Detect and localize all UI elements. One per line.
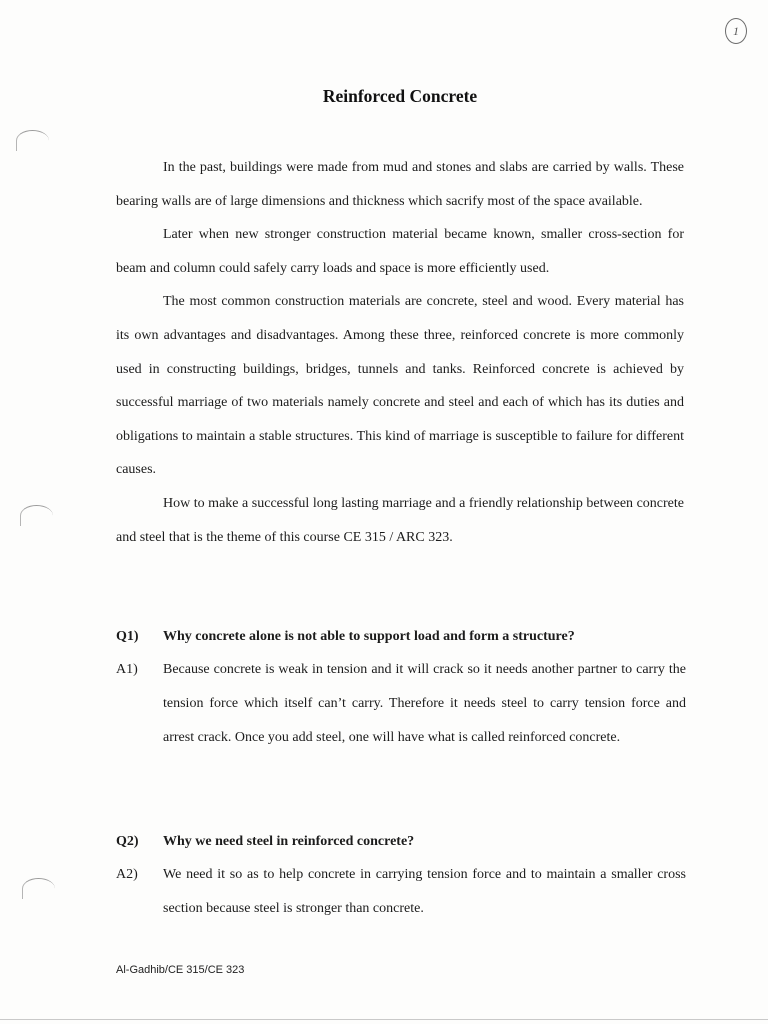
question-row — [116, 832, 686, 852]
answer-text: We need it so as to help concrete in carrying tension force and to maintain a smaller cross section because steel is stronger than concrete. — [163, 867, 686, 916]
scan-mark — [16, 130, 49, 151]
question-label: Q1) — [116, 629, 139, 644]
answer-row — [116, 858, 686, 926]
question-label: Q2) — [116, 834, 139, 849]
document-title: Reinforced Concrete — [322, 86, 478, 106]
answer-row — [116, 653, 686, 755]
page-number-mark: 1 — [725, 18, 747, 44]
answer-text: Because concrete is weak in tension and it will crack so it needs another partner to carry the tension force which itself can’t carry. Therefore it needs steel to carry tension force and arrest crack. Once you add steel, one will have what is called reinforced concrete. — [163, 662, 686, 745]
scan-mark — [20, 505, 53, 526]
question-row — [116, 627, 686, 647]
question-text: Why we need steel in reinforced concrete? — [163, 834, 415, 849]
intro-body — [116, 151, 684, 554]
paragraph: In the past, buildings were made from mud and stones and slabs are carried by walls. These bearing walls are of large dimensions and thickness which sacrify most of the space available. — [116, 160, 684, 209]
question-text: Why concrete alone is not able to support load and form a structure? — [163, 629, 575, 644]
scan-mark — [22, 878, 55, 899]
answer-label: A2) — [116, 867, 138, 882]
page-bottom-edge — [0, 1019, 768, 1020]
paragraph: The most common construction materials are concrete, steel and wood. Every material has its own advantages and disadvantages. Among these three, reinforced concrete is more commonly used in constructing buildings, bridges, tunnels and tanks. Reinforced concrete is achieved by successful marriage of two materials namely concrete and steel and each of which has its duties and obligations to maintain a stable structures. This kind of marriage is susceptible to failure for different causes. — [116, 294, 684, 478]
qa-block-2 — [116, 832, 686, 926]
qa-block-1 — [116, 627, 686, 755]
answer-label: A1) — [116, 662, 138, 677]
paragraph: How to make a successful long lasting marriage and a friendly relationship between concrete and steel that is the theme of this course CE 315 / ARC 323. — [116, 495, 684, 545]
paragraph: Later when new stronger construction material became known, smaller cross-section for beam and column could safely carry loads and space is more efficiently used. — [116, 227, 684, 276]
page-footer: Al-Gadhib/CE 315/CE 323 — [116, 964, 245, 976]
